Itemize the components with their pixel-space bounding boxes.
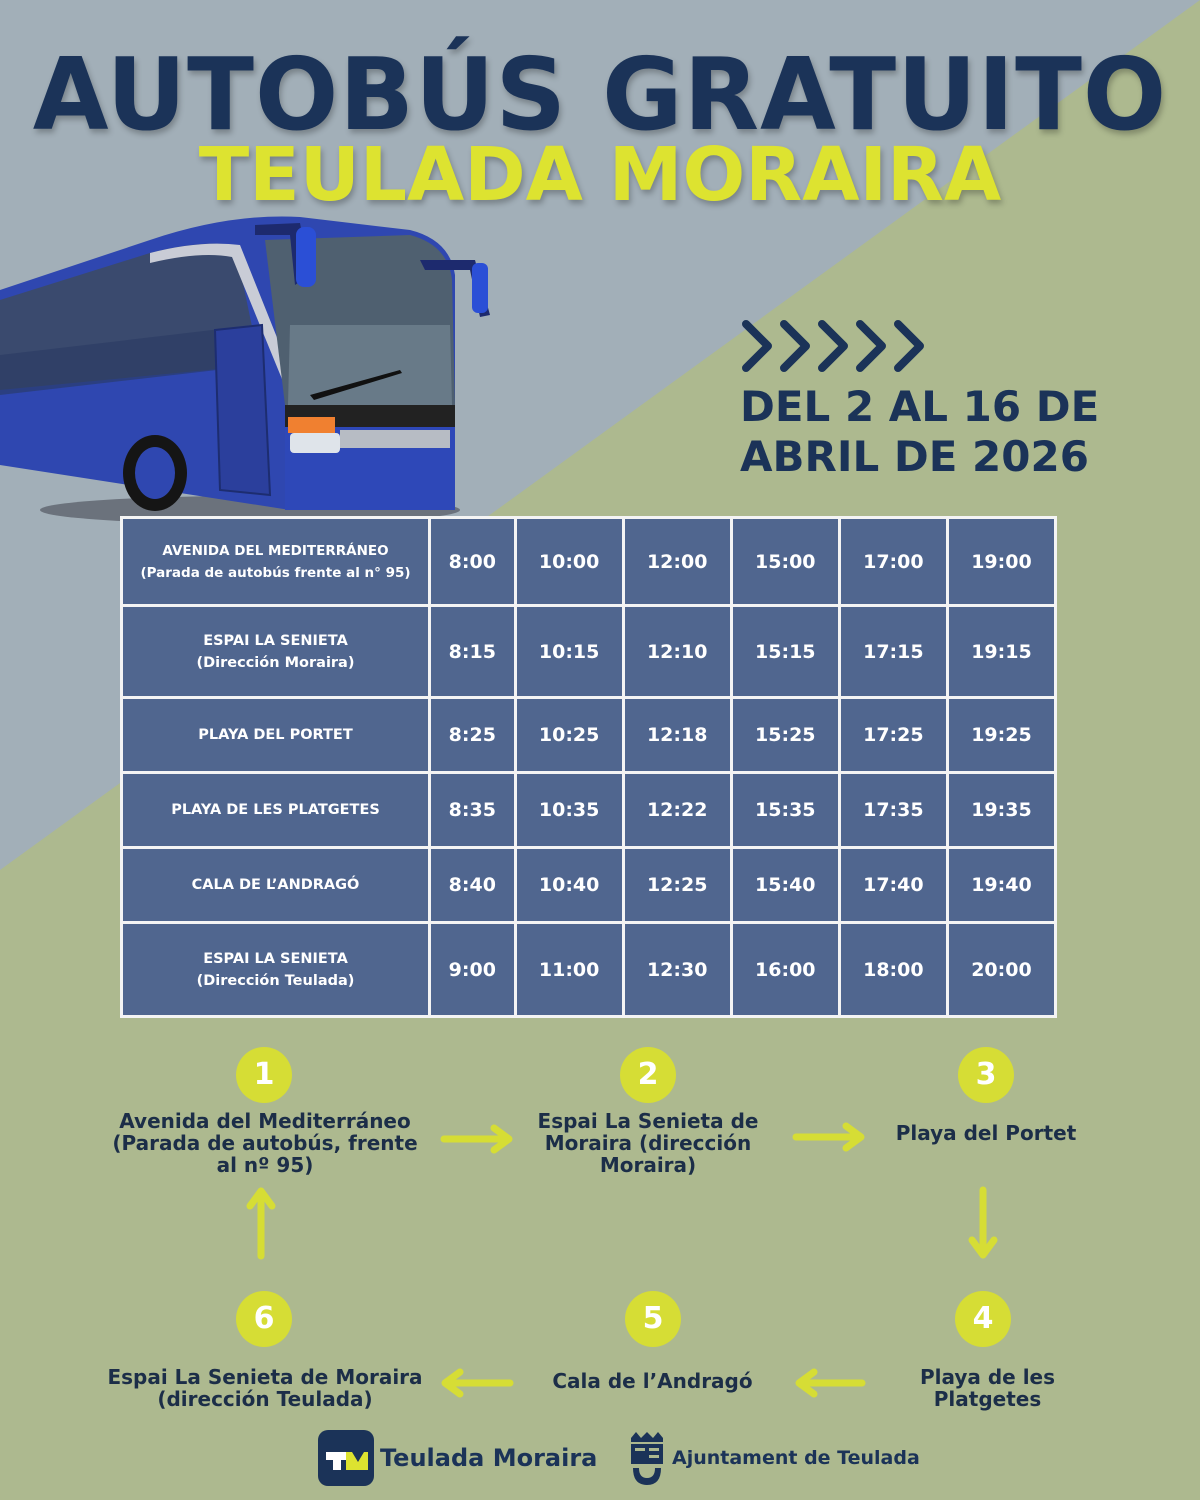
date-line-1: DEL 2 AL 16 DE: [740, 382, 1100, 431]
chevron-right-icon: [892, 318, 928, 374]
table-row: [122, 518, 1056, 606]
chevron-right-icon: [854, 318, 890, 374]
time-cell: 17:25: [839, 698, 947, 773]
date-line-2: ABRIL DE 2026: [740, 432, 1089, 481]
time-cell: 15:35: [731, 773, 839, 848]
route-stop-label: Espai La Senieta de Moraira (dirección Moraira): [537, 1109, 759, 1177]
arrow-right-icon: [792, 1122, 867, 1152]
time-cell: 19:25: [947, 698, 1055, 773]
ajuntament-logo: [628, 1430, 920, 1486]
table-row: [122, 698, 1056, 773]
stop-cell: AVENIDA DEL MEDITERRÁNEO (Parada de autobús frente al n° 95): [122, 518, 430, 606]
time-cell: 15:25: [731, 698, 839, 773]
time-cell: 20:00: [947, 923, 1055, 1017]
stop-number-badge: 3: [958, 1047, 1014, 1103]
arrow-left-icon: [440, 1368, 514, 1398]
route-stop-label: Playa del Portet: [895, 1121, 1077, 1145]
arrow-right-icon: [440, 1124, 515, 1154]
tm-logo-icon: [318, 1430, 374, 1486]
stop-cell: ESPAI LA SENIETA (Dirección Moraira): [122, 606, 430, 698]
page-title: AUTOBÚS GRATUITO: [32, 36, 1168, 153]
stop-cell: ESPAI LA SENIETA (Dirección Teulada): [122, 923, 430, 1017]
stop-number-badge: 1: [236, 1047, 292, 1103]
logo1-text: Teulada Moraira: [380, 1444, 598, 1472]
logo2-text: Ajuntament de Teulada: [672, 1447, 920, 1469]
date-range: [740, 382, 1099, 482]
chevron-right-icon: [816, 318, 852, 374]
time-cell: 12:00: [623, 518, 731, 606]
time-cell: 12:22: [623, 773, 731, 848]
time-cell: 15:15: [731, 606, 839, 698]
time-cell: 12:18: [623, 698, 731, 773]
route-stop-label: Avenida del Mediterráneo (Parada de autobús, frente al nº 95): [112, 1109, 418, 1177]
time-cell: 8:00: [430, 518, 516, 606]
time-cell: 10:35: [515, 773, 623, 848]
time-cell: 9:00: [430, 923, 516, 1017]
time-cell: 15:00: [731, 518, 839, 606]
table-row: [122, 848, 1056, 923]
time-cell: 16:00: [731, 923, 839, 1017]
time-cell: 12:30: [623, 923, 731, 1017]
time-cell: 12:10: [623, 606, 731, 698]
time-cell: 17:35: [839, 773, 947, 848]
stop-cell: PLAYA DEL PORTET: [122, 698, 430, 773]
time-cell: 8:25: [430, 698, 516, 773]
time-cell: 10:25: [515, 698, 623, 773]
arrow-left-icon: [794, 1368, 866, 1398]
stop-number-badge: 5: [625, 1291, 681, 1347]
time-cell: 15:40: [731, 848, 839, 923]
time-cell: 10:00: [515, 518, 623, 606]
stop-cell: CALA DE L’ANDRAGÓ: [122, 848, 430, 923]
route-stop-label: Espai La Senieta de Moraira (dirección Teulada): [107, 1365, 423, 1411]
schedule-table: [120, 516, 1057, 1018]
time-cell: 18:00: [839, 923, 947, 1017]
time-cell: 19:15: [947, 606, 1055, 698]
chevron-right-icon: [740, 318, 776, 374]
time-cell: 12:25: [623, 848, 731, 923]
teulada-moraira-logo: [318, 1430, 597, 1486]
time-cell: 8:15: [430, 606, 516, 698]
time-cell: 8:35: [430, 773, 516, 848]
time-cell: 17:00: [839, 518, 947, 606]
time-cell: 19:35: [947, 773, 1055, 848]
coat-of-arms-icon: [628, 1430, 666, 1486]
stop-number-badge: 2: [620, 1047, 676, 1103]
table-row: [122, 923, 1056, 1017]
table-row: [122, 773, 1056, 848]
chevron-arrows: [740, 318, 928, 374]
stop-number-badge: 6: [236, 1291, 292, 1347]
stop-cell: PLAYA DE LES PLATGETES: [122, 773, 430, 848]
page-subtitle: TEULADA MORAIRA: [198, 132, 1002, 218]
time-cell: 19:00: [947, 518, 1055, 606]
time-cell: 10:40: [515, 848, 623, 923]
route-stop-label: Cala de l’Andragó: [552, 1369, 753, 1393]
time-cell: 17:40: [839, 848, 947, 923]
time-cell: 19:40: [947, 848, 1055, 923]
arrow-up-icon: [246, 1185, 276, 1260]
table-row: [122, 606, 1056, 698]
arrow-down-icon: [968, 1186, 998, 1261]
time-cell: 10:15: [515, 606, 623, 698]
chevron-right-icon: [778, 318, 814, 374]
time-cell: 8:40: [430, 848, 516, 923]
time-cell: 17:15: [839, 606, 947, 698]
bus-image: [0, 205, 500, 525]
stop-number-badge: 4: [955, 1291, 1011, 1347]
time-cell: 11:00: [515, 923, 623, 1017]
route-stop-label: Playa de les Platgetes: [919, 1365, 1056, 1411]
